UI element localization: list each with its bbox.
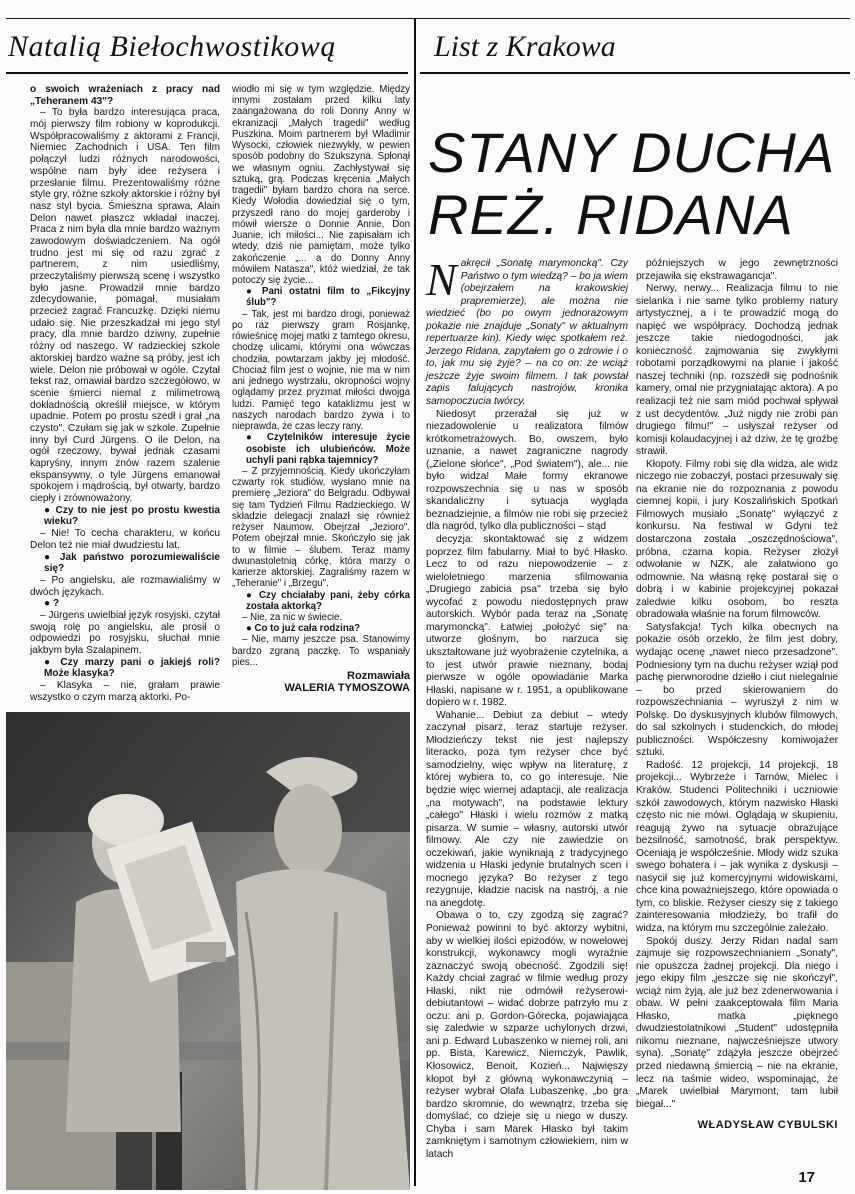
- article-paragraph: Nerwy, nerwy... Realizacja filmu to nie sielanka i nie same tylko problemy natury artystycznej, a i te prowadzić mogą do napięć we współpracy. Dochodzą jednak jeszcze takie niedogodności, jak konieczność zajmowania się zwykłymi robotami porządkowymi na planie i jakość naszej techniki (np. rozszedł się podnośnik kamery, omal nie przygniatając aktora). A po realizacji też nie sam miód pochwał spływał z ust decydentów. „Już nigdy nie zrobi pan drugiego filmu!" – usłyszał reżyser od komisji kolaudacyjnej i aż dziw, że tę groźbę strawił.: [636, 283, 838, 458]
- article-intro-text: akręcił „Sonatę marymoncką". Czy Państwo o tym wiedzą? – bo ja wiem (obejrzałem na krakowskiej prapremierze), ale można nie wiedzieć (bo po owym jednorazowym pokazie nie znajduje „Sonaty" w aktualnym repertuarze kin). Kiedy więc spotkałem reż. Jerzego Ridana, zapytałem go o zdrowie i o to, jak mu się żyje? – na co on: że wciąż jeszcze żyje swoim filmem. I tak powstał zapis falujących nastrojów, kronika samopoczucia twórcy.: [426, 258, 628, 408]
- interview-paragraph: – Z przyjemnością. Kiedy ukończyłam czwarty rok studiów, wysłano mnie na premierę „Jeziora" do Belgradu. Odbywał się tam Tydzień Filmu Radzieckiego. W składzie delegacji znalazł się również reżyser Naumow. Obejrzał „Jezioro". Potem obejrzał mnie. Skończyło się jak to w filmie – ślubem. Teraz mamy dwunastoletnią córkę, która marzy o karierze aktorskiej. Zagraliśmy razem w „Teheranie" i „Brzegu".: [232, 465, 410, 590]
- article-paragraph: Spokój duszy. Jerzy Ridan nadal sam zajmuje się rozpowszechnianiem „Sonaty", nie opuszcza żadnej projekcji. Dla niego i jego ekipy film „jeszcze się nie skończył", wciąż nim żyją, ale już bez zdenerwowania i obaw. W pełni zaakceptowała film Maria Hłasko, matka „pięknego dwudziestolatnikowi „Student" udostępniła nikomu nieznane, najwcześniejsze utwory syna). „Sonatę" zdążyła jeszcze obejrzeć przed niedawną śmiercią – nie na ekranie, lecz na taśmie wideo, wspominając, że „Marek uwielbiał Marymont, tam lubił biegał...": [636, 935, 838, 1110]
- interview-paragraph: ● ?: [44, 598, 60, 610]
- article-paragraph: Kłopoty. Filmy robi się dla widza, ale widz niczego nie zobaczył, postaci przesuwały się na ekranie nie do rozpoznania z powodu ciemnej kopii, i jury Koszalińskich Spotkań Filmowych musiało „Sonatę" wyłączyć z konkursu. Na festiwal w Gdyni też dostarczona została „oszczędnościowa", próbna, czarna kopia. Reżyser złożył odwołanie w NZK, ale załatwiono go odmownie. Na własną rękę postarał się o dobrą i w kabinie projekcyjnej pokazał zaledwie kilku osobom, bo reszta obradowała właśnie na forum filmowców.: [636, 458, 838, 621]
- article-dropcap: N: [426, 254, 457, 305]
- interview-paragraph: – Nie, mamy jeszcze psa. Stanowimy bardzo zgraną paczkę. To wspaniały pies...: [232, 634, 410, 668]
- byline-name: WALERIA TYMOSZOWA: [284, 682, 410, 695]
- article-paragraph: Obawa o to, czy zgodzą się zagrać? Ponieważ powinni to być aktorzy wybitni, aby w wielkiej ilości epizodów, w nowelowej konstrukcji, wykonawcy mogli wyraźnie zaznaczyć swoją obecność. Zgodzili się! Każdy chciał zagrać w filmie według prozy Hłaski, nikt nie odmówił reżyserowi-debiutantowi – widać dobrze patrzyło mu z oczu: ani p. Gordon-Górecka, pojawiająca się zaledwie w szparze uchylonych drzwi, ani p. Edward Lubaszenko w niemej roli, ani pp. Bista, Karewicz, Niemczyk, Pawlik, Kłosowicz, Benoit, Kozień... Najwięszy kłopot był z główną wykonawczynią – reżyser wybrał Olafa Lubaszenkę, „bo gra bardzo skromnie, do wewnątrz, trzeba się domyślać, co dzieje się u niego w duszy. Chyba i sam Marek Hłasko był takim zamkniętym i samotnym człowiekiem, nim w latach: [426, 910, 628, 1160]
- column-header: List z Krakowa: [434, 30, 616, 63]
- article-paragraph: Radość. 12 projekcji, 14 projekcji, 18 projekcji... Wybrzeże i Tarnów, Mielec i Kraków. Studenci Politechniki i uczniowie szkół zawodowych, którym nazwisko Hłaski często nic nie mówi. Oglądają w skupieniu, reagują żywo na sytuacje obrazujące bezsilność, samotność, brak perspektyw. Oceniają je współcześnie. Młody widz szuka swego bohatera i – jak wynika z dyskusji – nasycił się już komercyjnymi widowiskami, chce kina poważniejszego, które opowiada o tym, co bliskie. Reżyser cieszy się z takiego zainteresowania młodzieży, bo trafił do widza, na którym mu szczególnie zależało.: [636, 759, 838, 934]
- interview-paragraph: o swoich wrażeniach z pracy nad „Teheranem 43"?: [30, 84, 220, 107]
- interview-paragraph: ● Czytelników interesuje życie osobiste ich ulubieńców. Może uchyli pani rąbka tajemnicy?: [246, 432, 410, 466]
- header-rule-right: [420, 72, 850, 74]
- article-title-line-1: STANY DUCHA: [428, 121, 836, 184]
- film-still-photo: [6, 712, 410, 1190]
- interview-paragraph: wiodło mi się w tym względzie. Między innymi zostałam przed kilku laty zaangażowana do roli Donny Anny w ekranizacji „Małych tragedii" według Puszkina. Moim partnerem był Władimir Wysocki, człowiek niezwykły, w pewien sposób podobny do Szukszyna. Spłonął we własnym ogniu. Zachłystywał się sztuką, grą. Podczas kręcenia „Małych tragedii" byłam bardzo chora na serce. Kiedy Wołodia dowiedział się o tym, przyszedł rano do mojej garderoby i mówił wiersze o Donnie Annie, Don Juanie, ich miłości... Nie zapisałam ich wtedy, dziś nie pamiętam, może tylko zakończenie „... a do Donny Anny mówiłem Natasza", któż wiedział, że tak potoczy się życie...: [232, 84, 410, 286]
- interview-paragraph: ● Czy to nie jest po prostu kwestia wieku?: [44, 504, 220, 528]
- interview-paragraph: – To była bardzo interesująca praca, mój pierwszy film robiony w koprodukcji. Współpracowaliśmy z aktorami z Francji, Niemiec Zachodnich i USA. Ten film połączył ludzi różnych narodowości, wspólne nam były idee reżysera i przesłanie filmu. Prezentowaliśmy różne style gry, różne szkoły aktorskie i różny był nasz styl bycia. Śmieszna sprawa, Alain Delon nawet płaszcz wkładał inaczej. Praca z nim była dla mnie bardzo ważnym zawodowym doświadczeniem. Na ogół trudno jest mi się od razu zgrać z partnerem, z nim usiedliśmy, przeczytaliśmy pierwszą scenę i wszystko było jasne. Prowadził mnie bardzo zdecydowanie, pomagał, musiałam przecież zagrać Francuzkę. Dzięki niemu udało się. Nie przeszkadzał mi jego styl pracy, dla mnie bardzo dziwny, zupełnie różny od naszego. W radzieckiej szkole aktorskiej bardzo ważne są próby, jest ich wiele. Delon nie próbował w ogóle. Czytał tekst raz, omawiał bardzo szczegółowo, w scenie śmierci niemal z milimetrową dokładnością określił miejsce, w którym upadnie. Potem po prostu szedł i grał „na czysto". Czułam się jak w szkole. Zupełnie inny był Curd Jürgens. O ile Delon, na ogół rzeczowy, bywał jednak czasami kapryśny, innym znów razem szalenie ekspansywny, o tyle Jürgens emanował spokojem i mądrością, był otwarty, bardzo ciepły i zrównoważony.: [30, 107, 220, 505]
- interview-paragraph: ● Jak państwo porozumiewaliście się?: [44, 551, 220, 575]
- article-title: [428, 122, 848, 246]
- article-paragraph: Niedosyt przerażał się już w niezadowolenie u realizatora filmów krótkometrażowych. Bo, owszem, było uznanie, a nawet zagraniczne nagrody („Zielone słońce", „Pod światem"), ale... nie było widza! Małe formy ekranowe rozpowszechnia się u nas w sposób skandaliczny i sytuacja wygląda beznadziejnie, a filmów nie robi się przecież dla nagród, tylko dla publiczności – stąd: [426, 408, 628, 533]
- interview-header: Natalią Biełochwostikową: [8, 30, 336, 63]
- article-paragraph: późniejszych w jego zewnętrzności przejawiła się ekstrawagancja".: [636, 258, 838, 282]
- article-paragraph: decyzja: skontaktować się z widzem poprzez film fabularny. Miał to być Hłasko. Lecz to od razu niepowodzenie – z wieloletniego marzenia sfilmowania „Drugiego zabicia psa" trzeba się było wycofać z powodu niedostępnych praw autorskich. Wybór pada teraz na „Sonatę marymoncką". Łatwiej „położyć się" na utworze głośnym, bo narzuca się ukształtowane już wyobrażenie czytelnika, a to jest utwór prawie nieznany, bodaj pierwsze w ogóle opowiadanie Marka Hłaski, napisane w r. 1951, a opublikowane dopiero w r. 1982.: [426, 534, 628, 709]
- top-rule: [6, 18, 850, 19]
- interview-paragraph: – Tak, jest mi bardzo drogi, ponieważ po raz pierwszy gram Rosjankę, rówieśnicę mojej matki z tamtego okresu, chodzę ulicami, którymi ona wówczas chodziła, powtarzam jakby jej młodość. Chociaż film jest o wojnie, nie ma w nim ani jednego wystrzału, okropności wojny oglądamy przez pryzmat miłości dwojga ludzi. Pamięć tego kataklizmu jest w naszych narodach bardzo żywa i to nieprawda, że czas leczy rany.: [232, 308, 410, 433]
- interview-paragraph: ● Co to już cała rodzina?: [246, 623, 361, 635]
- photo-image: [6, 712, 410, 1190]
- article-paragraph: Wahanie... Debiut za debiut – wtedy zaczynał pisarz, teraz startuje reżyser. Młodzieńczy tekst nie jest najlepszy literacko, poza tym reżyser chce być samodzielny, więc wpływ na literaturę, z której wybiera to, co go interesuje. Nie będzie więc wiernej adaptacji, ale realizacja „na motywach", na podstawie lektury „całego" Hłaski i wielu rozmów z matką pisarza. W sumie – własny, autorski utwór filmowy. Ale czy nie zawiedzie on oczekiwań, jakie wyniknają z tradycyjnego widzenia u Hłaski jedynie brutalnych scen i mocnego języka? Bo reżyser z tego rezygnuje, kładzie nacisk na nastrój, a nie na anegdotę.: [426, 709, 628, 909]
- interview-column-2: [232, 84, 410, 694]
- article-column-1: [426, 254, 628, 1161]
- interview-paragraph: – Po angielsku, ale rozmawialiśmy w dwóch językach.: [30, 574, 220, 598]
- interview-paragraph: – Jürgens uwielbiał język rosyjski, czytał swoją rolę po angielsku, ale prosił o odpowiedzi po rosyjsku, słuchał mnie jakbym była Szalapinem.: [30, 609, 220, 656]
- interview-paragraph: – Nie! To cecha charakteru, w końcu Delon też nie miał dwudziestu lat.: [30, 528, 220, 551]
- interview-paragraph: – Nie, za nic w świecie.: [242, 612, 343, 624]
- interview-column-1: [30, 84, 220, 703]
- interview-paragraph: ● Pani ostatni film to „Fikcyjny ślub"?: [246, 286, 410, 309]
- article-column-2: [636, 258, 838, 1132]
- article-signature: WŁADYSŁAW CYBULSKI: [697, 1119, 838, 1132]
- byline-label: Rozmawiała: [347, 670, 410, 683]
- article-title-line-2: REŻ. RIDANA: [428, 183, 794, 246]
- header-rule-left: [6, 72, 408, 74]
- page-number: 17: [798, 1169, 815, 1186]
- article-intro: [426, 254, 628, 409]
- article-paragraph: Satysfakcja! Tych kilka obecnych na pokazie osób orzekło, że film jest dobry, wydając ocenę „nawet nieco przesadzone". Podniesiony tym na duchu reżyser wziął pod pachę pierwnorodne dziełło i ciut nielegalnie – bo przed skierowaniem do rozpowszechniania – wyruszył z nim w Polskę. Do dyskusyjnych klubów filmowych, do sal szkolnych i studenckich, do młodej publiczności. Współczesny komiwojażer sztuki.: [636, 621, 838, 759]
- column-divider: [414, 18, 416, 1186]
- interview-paragraph: ● Czy chciałaby pani, żeby córka została aktorką?: [246, 589, 410, 612]
- interview-paragraph: ● Czy marzy pani o jakiejś roli? Może klasyka?: [44, 656, 220, 680]
- interview-paragraph: – Klasyka – nie, grałam prawie wszystko o czym marzą aktorki. Po-: [30, 680, 220, 703]
